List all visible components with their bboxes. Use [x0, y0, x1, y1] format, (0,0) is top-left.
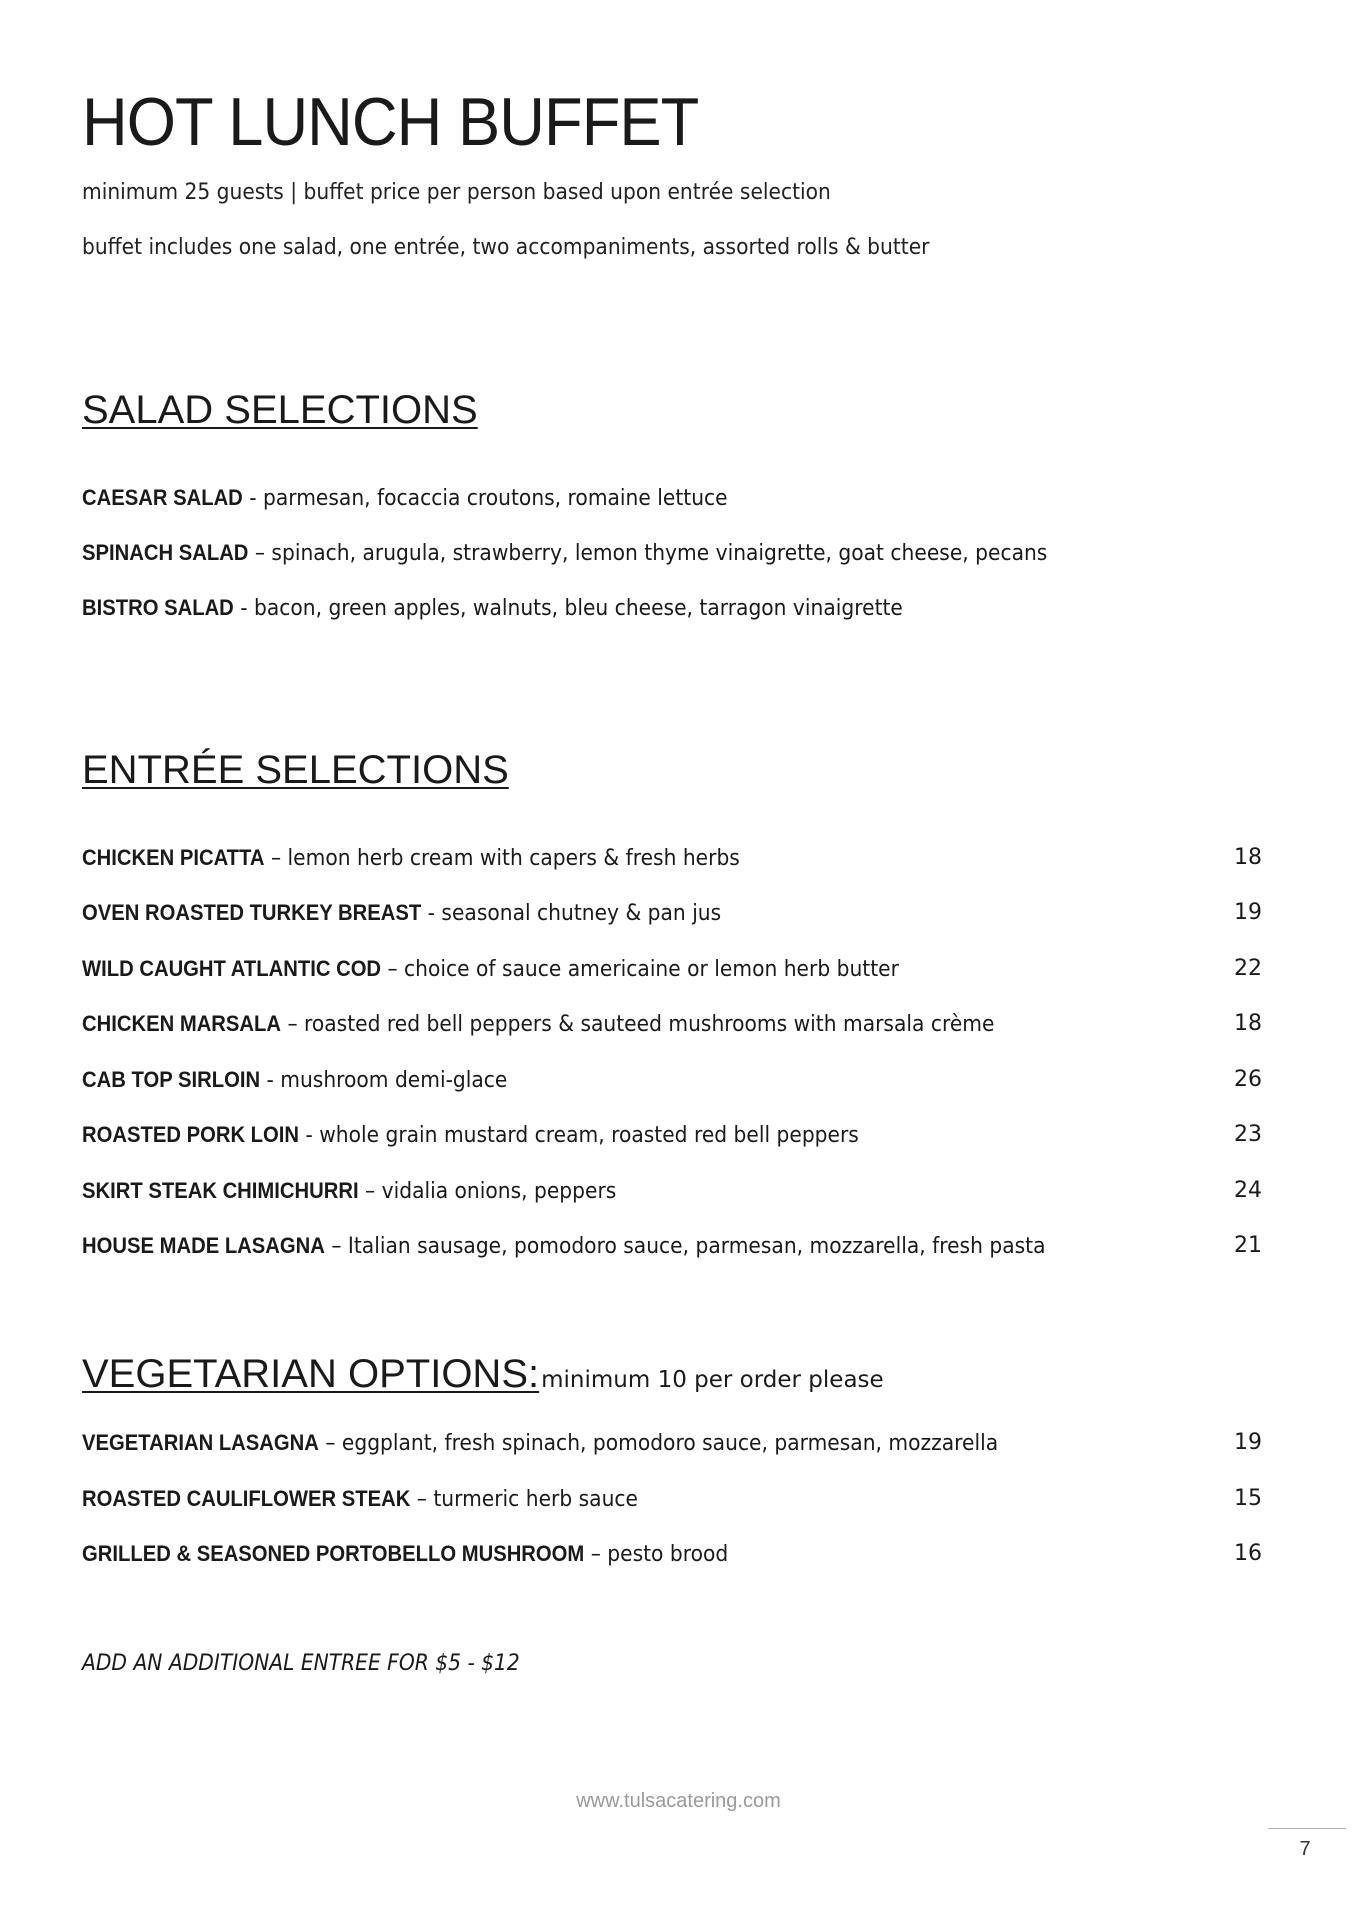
entree-item — [82, 1067, 1262, 1097]
item-name: CHICKEN MARSALA — [82, 1011, 282, 1036]
item-price: 15 — [1234, 1486, 1262, 1511]
item-name: CAESAR SALAD — [82, 485, 243, 510]
vegetarian-item — [82, 1430, 1262, 1460]
salad-section-heading: SALAD SELECTIONS — [82, 388, 478, 432]
page-number: 7 — [1299, 1838, 1311, 1860]
item-separator: – — [381, 957, 405, 982]
salad-item — [82, 485, 1262, 515]
item-separator: – — [358, 1179, 382, 1204]
item-price: 23 — [1234, 1122, 1262, 1147]
salad-item — [82, 540, 1262, 570]
item-description: vidalia onions, peppers — [381, 1179, 617, 1204]
item-separator: – — [248, 541, 272, 566]
vegetarian-heading-text: VEGETARIAN OPTIONS: — [82, 1352, 540, 1396]
item-description: parmesan, focaccia croutons, romaine lettuce — [262, 486, 728, 511]
salad-item — [82, 595, 1262, 625]
item-price: 16 — [1234, 1541, 1262, 1566]
item-name: ROASTED CAULIFLOWER STEAK — [82, 1486, 411, 1511]
page-number-rule — [1268, 1828, 1346, 1829]
entree-section-heading: ENTRÉE SELECTIONS — [82, 748, 509, 792]
item-separator: – — [410, 1487, 434, 1512]
item-description: eggplant, fresh spinach, pomodoro sauce, parmesan, mozzarella — [341, 1431, 999, 1456]
item-name: CHICKEN PICATTA — [82, 845, 265, 870]
item-separator: - — [233, 596, 254, 621]
item-description: pesto brood — [607, 1542, 729, 1567]
item-separator: - — [242, 486, 263, 511]
item-price: 22 — [1234, 956, 1262, 981]
item-description: choice of sauce americaine or lemon herb butter — [404, 957, 899, 982]
item-separator: - — [421, 901, 442, 926]
item-separator: – — [584, 1542, 608, 1567]
item-name: GRILLED & SEASONED PORTOBELLO MUSHROOM — [82, 1541, 585, 1566]
item-description: spinach, arugula, strawberry, lemon thyme vinaigrette, goat cheese, pecans — [271, 541, 1048, 566]
entree-item — [82, 1122, 1262, 1152]
item-description: mushroom demi-glace — [280, 1068, 508, 1093]
item-price: 18 — [1234, 1011, 1262, 1036]
item-separator: - — [299, 1123, 320, 1148]
item-price: 21 — [1234, 1233, 1262, 1258]
entree-item — [82, 1233, 1262, 1263]
footer-website-url[interactable]: www.tulsacatering.com — [576, 1790, 781, 1812]
item-description: bacon, green apples, walnuts, bleu cheese, tarragon vinaigrette — [253, 596, 903, 621]
item-separator: – — [324, 1234, 348, 1259]
item-name: SPINACH SALAD — [82, 540, 249, 565]
item-separator: – — [318, 1431, 342, 1456]
entree-item — [82, 900, 1262, 930]
additional-entree-note: ADD AN ADDITIONAL ENTREE FOR $5 - $12 — [82, 1651, 520, 1676]
item-separator: – — [281, 1012, 305, 1037]
item-name: WILD CAUGHT ATLANTIC COD — [82, 956, 382, 981]
item-description: Italian sausage, pomodoro sauce, parmesan, mozzarella, fresh pasta — [347, 1234, 1046, 1259]
item-name: OVEN ROASTED TURKEY BREAST — [82, 900, 422, 925]
item-description: lemon herb cream with capers & fresh herbs — [287, 846, 740, 871]
item-price: 19 — [1234, 1430, 1262, 1455]
item-name: BISTRO SALAD — [82, 595, 234, 620]
item-description: roasted red bell peppers & sauteed mushrooms with marsala crème — [304, 1012, 995, 1037]
item-name: VEGETARIAN LASAGNA — [82, 1430, 319, 1455]
item-separator: – — [264, 846, 288, 871]
buffet-subtitle: minimum 25 guests | buffet price per person based upon entrée selection — [82, 180, 831, 205]
vegetarian-section-heading — [82, 1352, 884, 1397]
entree-item — [82, 1178, 1262, 1208]
item-name: SKIRT STEAK CHIMICHURRI — [82, 1178, 359, 1203]
vegetarian-item — [82, 1486, 1262, 1516]
item-price: 26 — [1234, 1067, 1262, 1092]
buffet-includes: buffet includes one salad, one entrée, two accompaniments, assorted rolls & butter — [82, 235, 930, 260]
item-name: HOUSE MADE LASAGNA — [82, 1233, 325, 1258]
item-price: 24 — [1234, 1178, 1262, 1203]
vegetarian-note: minimum 10 per order please — [541, 1367, 884, 1393]
item-name: ROASTED PORK LOIN — [82, 1122, 300, 1147]
vegetarian-item — [82, 1541, 1262, 1571]
item-description: turmeric herb sauce — [433, 1487, 638, 1512]
item-price: 19 — [1234, 900, 1262, 925]
item-price: 18 — [1234, 845, 1262, 870]
item-description: seasonal chutney & pan jus — [441, 901, 722, 926]
item-description: whole grain mustard cream, roasted red bell peppers — [319, 1123, 859, 1148]
item-name: CAB TOP SIRLOIN — [82, 1067, 261, 1092]
entree-item — [82, 1011, 1262, 1041]
entree-item — [82, 956, 1262, 986]
entree-item — [82, 845, 1262, 875]
item-separator: - — [260, 1068, 281, 1093]
page-title: HOT LUNCH BUFFET — [82, 84, 699, 160]
